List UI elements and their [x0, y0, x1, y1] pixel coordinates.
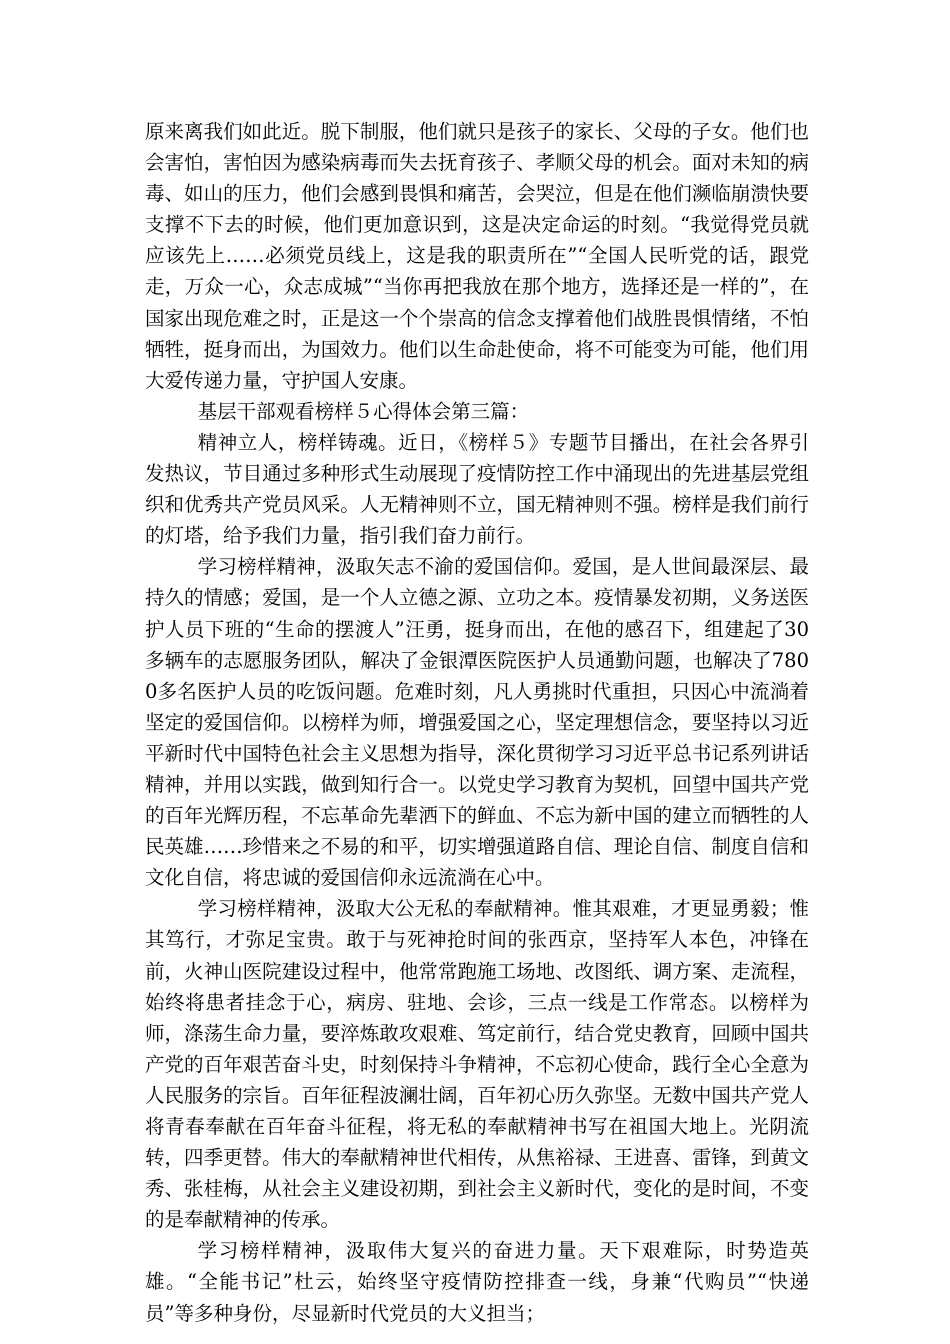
paragraph-dedication: 学习榜样精神，汲取大公无私的奉献精神。惟其艰难，才更显勇毅；惟其笃行，才弥足宝贵。敢于与死神抢时间的张西京，坚持军人本色，冲锋在前，火神山医院建设过程中，他常常跑施工场地、改图纸、调方案、走流程，始终将患者挂念于心，病房、驻地、会诊，三点一线是工作常态。以榜样为师，涤荡生命力量，要淬炼敢攻艰难、笃定前行，结合党史教育，回顾中国共产党的百年艰苦奋斗史，时刻保持斗争精神，不忘初心使命，践行全心全意为人民服务的宗旨。百年征程波澜壮阔，百年初心历久弥坚。无数中国共产党人将青春奉献在百年奋斗征程，将无私的奉献精神书写在祖国大地上。光阴流转，四季更替。伟大的奉献精神世代相传，从焦裕禄、王进喜、雷锋，到黄文秀、张桂梅，从社会主义建设初期，到社会主义新时代，变化的是时间，不变的是奉献精神的传承。 — [145, 897, 809, 1232]
paragraph-patriotism: 学习榜样精神，汲取矢志不渝的爱国信仰。爱国，是人世间最深层、最持久的情感；爱国，是一个人立德之源、立功之本。疫情暴发初期，义务送医护人员下班的“生命的摆渡人”汪勇，挺身而出，在他的感召下，组建起了30多辆车的志愿服务团队，解决了金银潭医院医护人员通勤问题，也解决了7800多名医护人员的吃饭问题。危难时刻，凡人勇挑时代重担，只因心中流淌着坚定的爱国信仰。以榜样为师，增强爱国之心，坚定理想信念，要坚持以习近平新时代中国特色社会主义思想为指导，深化贯彻学习习近平总书记系列讲话精神，并用以实践，做到知行合一。以党史学习教育为契机，回望中国共产党的百年光辉历程，不忘革命先辈洒下的鲜血、不忘为新中国的建立而牺牲的人民英雄……珍惜来之不易的和平，切实增强道路自信、理论自信、制度自信和文化自信，将忠诚的爱国信仰永远流淌在心中。 — [145, 555, 809, 890]
document-body — [145, 116, 809, 1329]
paragraph-rejuvenation: 学习榜样精神，汲取伟大复兴的奋进力量。天下艰难际，时势造英雄。“全能书记”杜云，始终坚守疫情防控排查一线，身兼“代购员”“快递员”等多种身份，尽显新时代党员的大义担当； — [145, 1239, 809, 1325]
section-heading: 基层干部观看榜样５心得体会第三篇： — [197, 399, 530, 423]
paragraph-continuation: 原来离我们如此近。脱下制服，他们就只是孩子的家长、父母的子女。他们也会害怕，害怕因为感染病毒而失去抚育孩子、孝顺父母的机会。面对未知的病毒、如山的压力，他们会感到畏惧和痛苦，会哭泣，但是在他们濒临崩溃快要支撑不下去的时候，他们更加意识到，这是决定命运的时刻。“我觉得党员就应该先上……必须党员线上，这是我的职责所在”“全国人民听党的话，跟党走，万众一心，众志成城”“当你再把我放在那个地方，选择还是一样的”，在国家出现危难之时，正是这一个个崇高的信念支撑着他们战胜畏惧情绪，不怕牺牲，挺身而出，为国效力。他们以生命赴使命，将不可能变为可能，他们用大爱传递力量，守护国人安康。 — [145, 120, 809, 392]
paragraph-intro: 精神立人，榜样铸魂。近日，《榜样５》专题节目播出，在社会各界引发热议，节目通过多种形式生动展现了疫情防控工作中涌现出的先进基层党组织和优秀共产党员风采。人无精神则不立，国无精神则不强。榜样是我们前行的灯塔，给予我们力量，指引我们奋力前行。 — [145, 430, 809, 548]
